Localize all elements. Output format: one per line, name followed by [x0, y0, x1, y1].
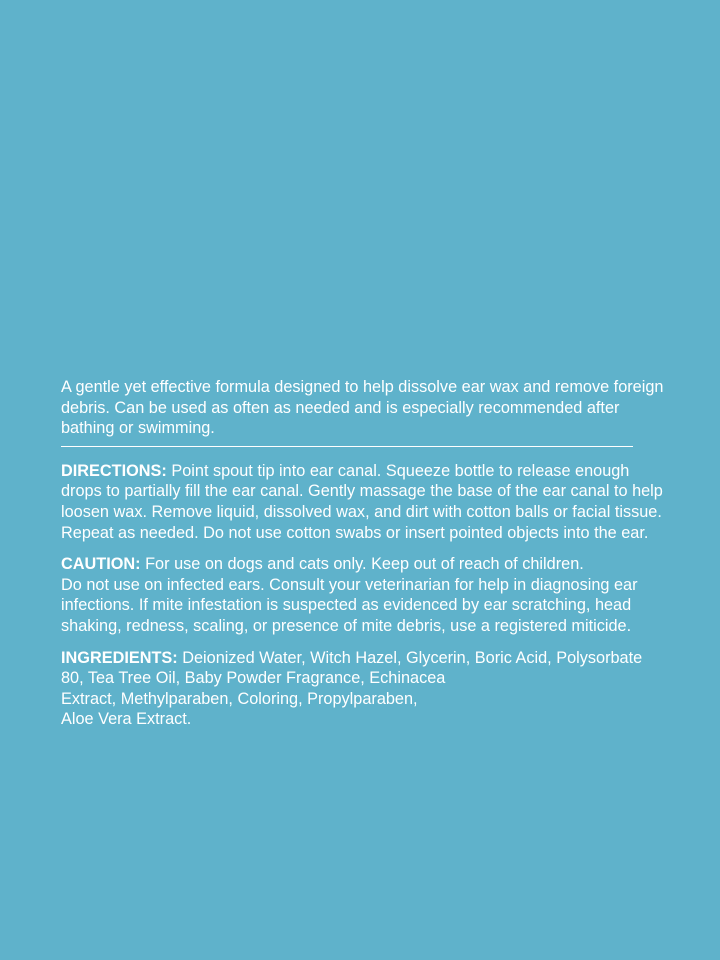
caution-line: Do not use on infected ears. Consult your veterinarian for help in diagnosing ear — [61, 575, 638, 594]
ingredients-section — [61, 648, 681, 730]
ingredients-line: 80, Tea Tree Oil, Baby Powder Fragrance, Echinacea — [61, 669, 446, 688]
directions-line: Repeat as needed. Do not use cotton swabs or insert pointed objects into the ear. — [61, 523, 649, 542]
intro-line: debris. Can be used as often as needed and is especially recommended after — [61, 398, 620, 417]
ingredients-first-line — [61, 648, 681, 669]
caution-section — [61, 554, 681, 636]
label-text-block — [61, 377, 681, 741]
caution-line: infections. If mite infestation is suspected as evidenced by ear scratching, head — [61, 596, 632, 615]
caution-first-line — [61, 554, 681, 575]
directions-first-line — [61, 461, 681, 482]
ingredients-label: INGREDIENTS: — [61, 648, 178, 667]
intro-paragraph — [61, 377, 681, 439]
ingredients-line: Extract, Methylparaben, Coloring, Propylparaben, — [61, 689, 418, 708]
directions-line: loosen wax. Remove liquid, dissolved wax, and dirt with cotton balls or facial tissue. — [61, 502, 662, 521]
ingredients-line: Aloe Vera Extract. — [61, 710, 192, 729]
directions-line: Point spout tip into ear canal. Squeeze bottle to release enough — [166, 461, 630, 480]
caution-line: shaking, redness, scaling, or presence of mite debris, use a registered miticide. — [61, 616, 632, 635]
directions-label: DIRECTIONS: — [61, 461, 167, 480]
caution-label: CAUTION: — [61, 555, 141, 574]
caution-line: For use on dogs and cats only. Keep out of reach of children. — [140, 555, 584, 574]
intro-line: bathing or swimming. — [61, 419, 215, 438]
directions-line: drops to partially fill the ear canal. Gently massage the base of the ear canal to help — [61, 482, 663, 501]
ingredients-line: Deionized Water, Witch Hazel, Glycerin, Boric Acid, Polysorbate — [177, 648, 643, 667]
intro-line: A gentle yet effective formula designed to help dissolve ear wax and remove foreign — [61, 378, 664, 396]
directions-section — [61, 461, 681, 543]
divider-line — [61, 446, 633, 447]
